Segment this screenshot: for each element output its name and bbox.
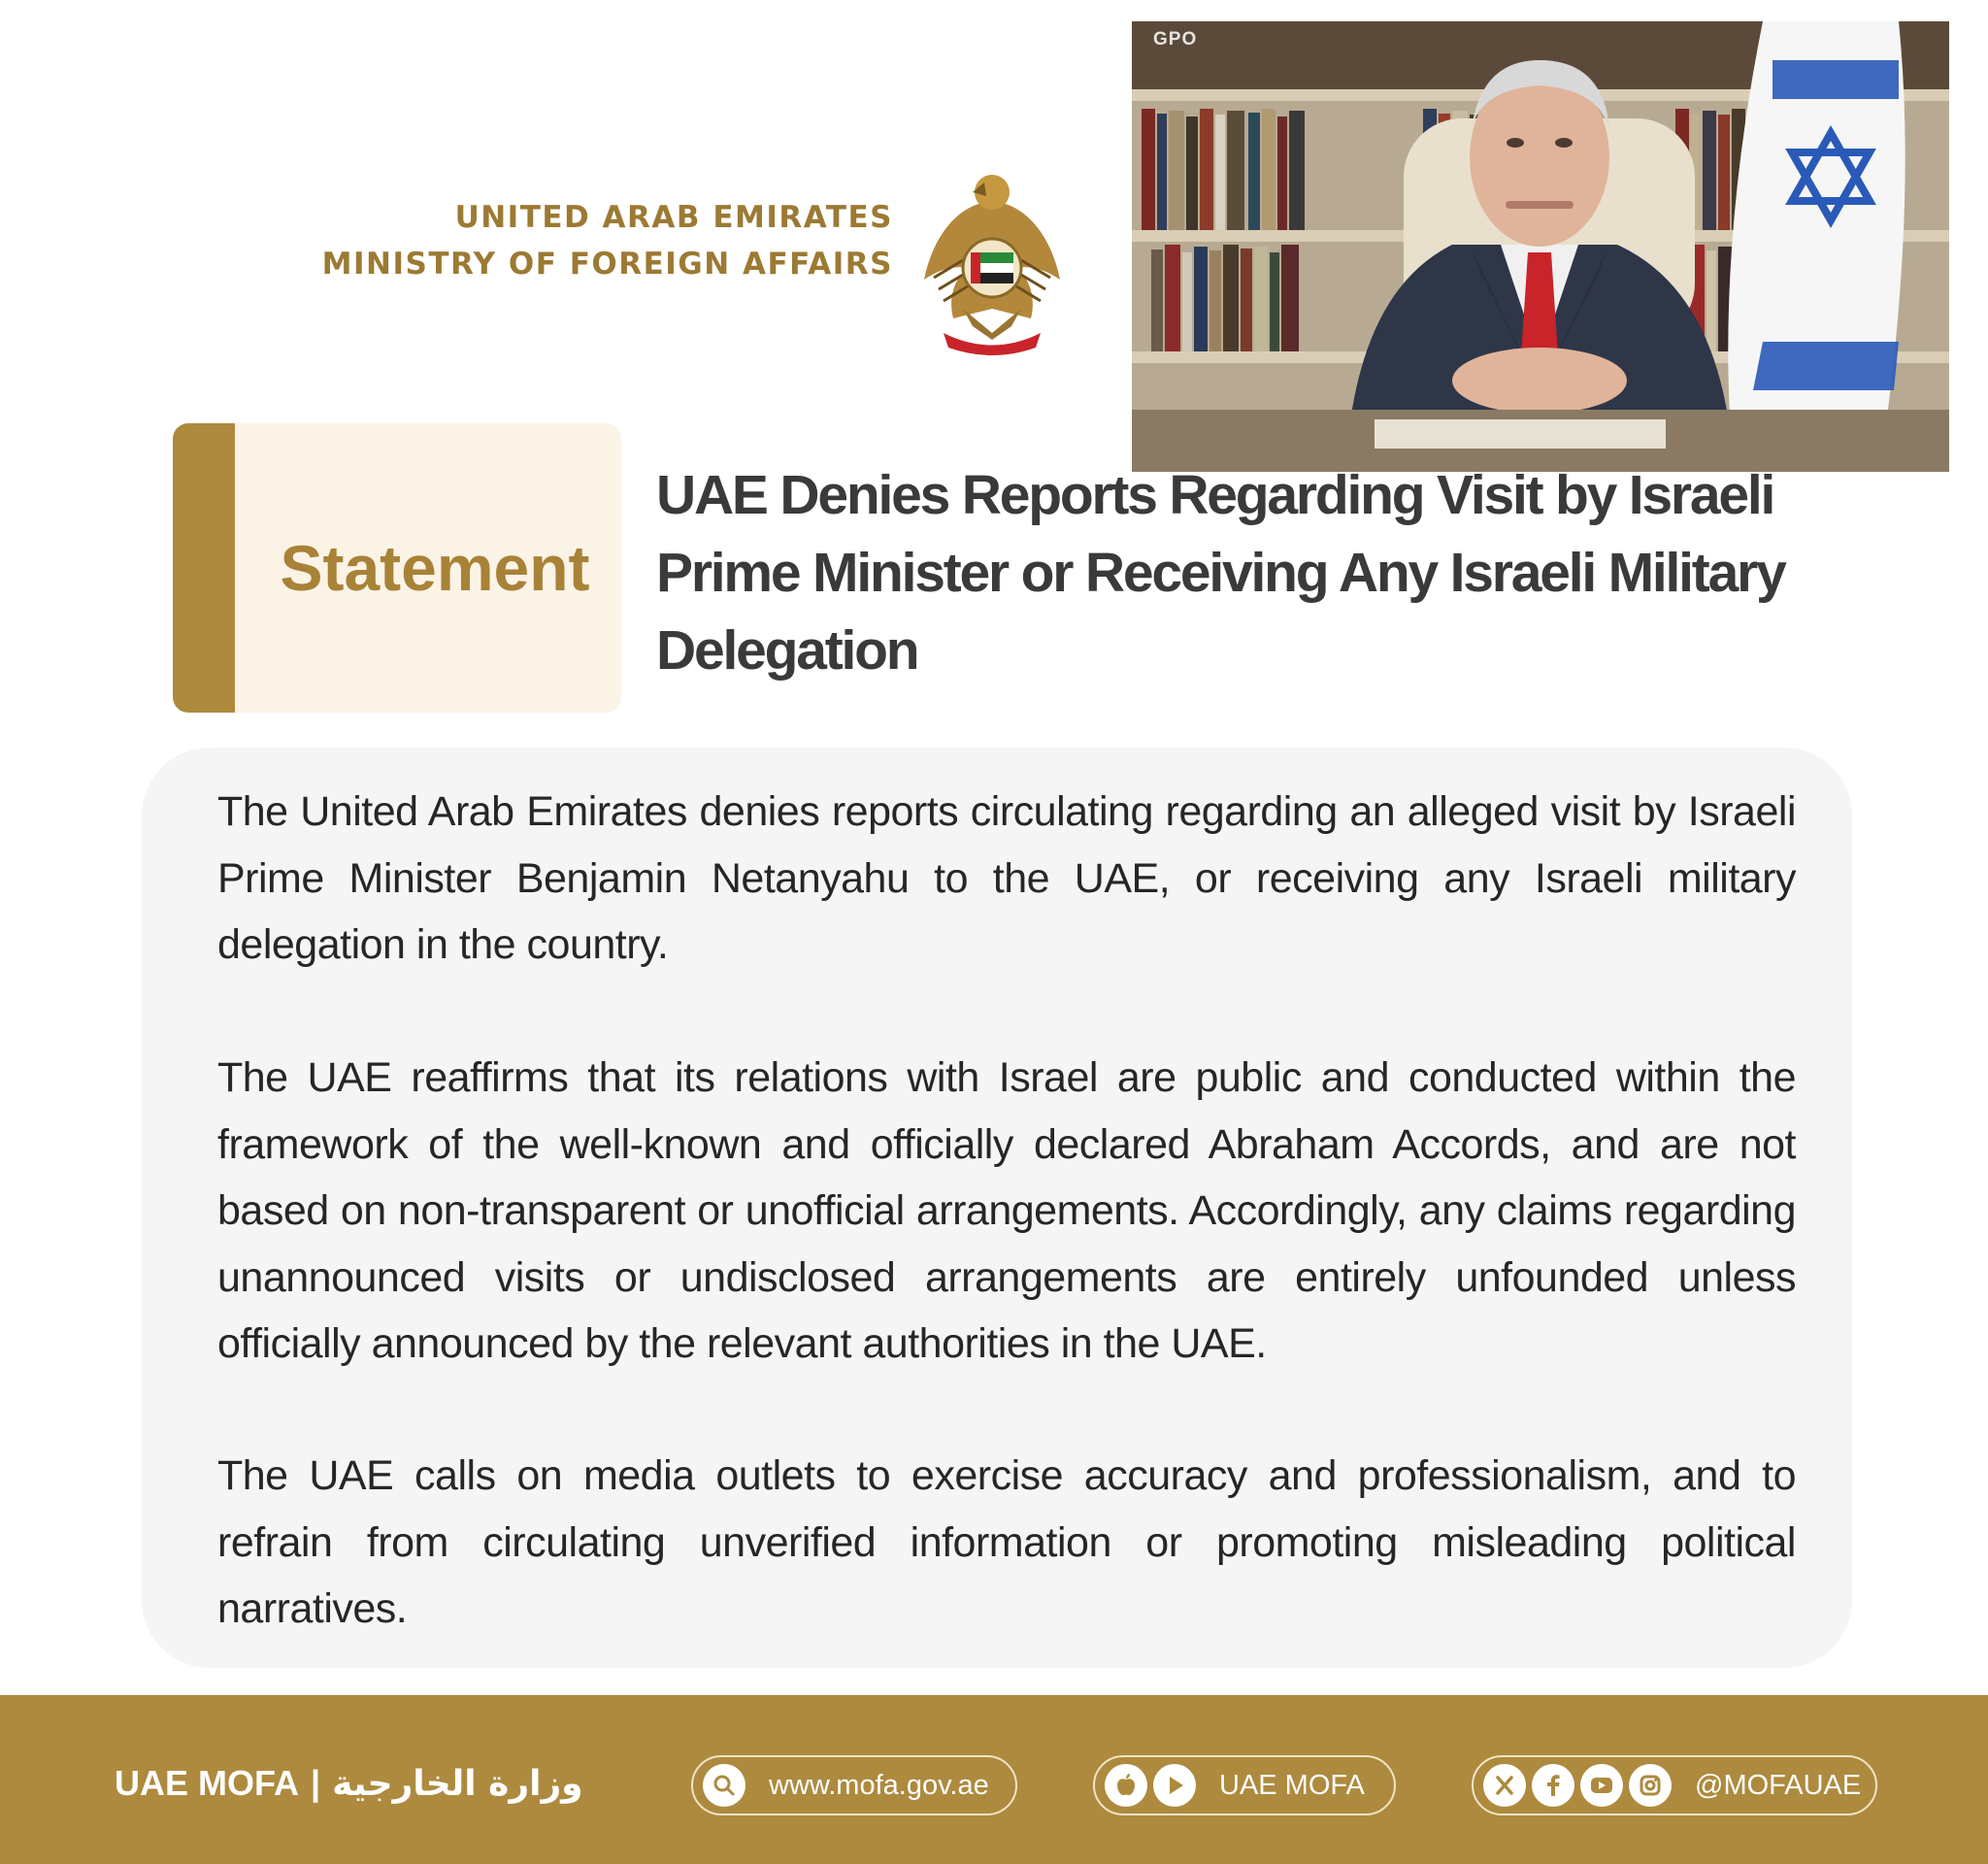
israel-flag-icon — [1728, 21, 1905, 472]
youtube-icon[interactable] — [1580, 1764, 1623, 1807]
footer-brand — [115, 1759, 583, 1808]
footer-brand-arabic: وزارة الخارجية — [332, 1763, 583, 1804]
statement-label: Statement — [280, 532, 590, 604]
social-links[interactable] — [1472, 1755, 1877, 1815]
country-name: UNITED ARAB EMIRATES — [454, 200, 893, 235]
app-store-link[interactable] — [1093, 1755, 1396, 1815]
footer-brand-english: UAE MOFA — [115, 1763, 300, 1803]
apple-icon — [1105, 1764, 1147, 1807]
photo-watermark: GPO — [1153, 29, 1198, 50]
statement-title: UAE Denies Reports Regarding Visit by Israeli Prime Minister or Receiving Any Israeli Military Delegation — [656, 464, 1785, 682]
instagram-icon[interactable] — [1629, 1764, 1672, 1807]
app-name: UAE MOFA — [1219, 1769, 1365, 1801]
search-icon — [703, 1764, 746, 1807]
ministry-name: MINISTRY OF FOREIGN AFFAIRS — [321, 247, 893, 282]
inset-photo — [1132, 21, 1949, 472]
statement-label-box — [173, 423, 621, 713]
footer-separator: | — [311, 1763, 321, 1803]
uae-emblem-icon — [914, 163, 1070, 357]
ministry-name-english — [291, 194, 893, 287]
website-url: www.mofa.gov.ae — [769, 1769, 989, 1801]
x-icon[interactable] — [1483, 1764, 1526, 1807]
label-accent-bar — [173, 423, 235, 713]
social-handle: @MOFAUAE — [1695, 1769, 1862, 1801]
website-link[interactable] — [691, 1755, 1017, 1815]
paragraph-3: The UAE calls on media outlets to exercise accuracy and professionalism, and to refrain from circulating unverified information or promoting misleading political narratives. — [217, 1452, 1796, 1632]
play-store-icon — [1153, 1764, 1196, 1807]
paragraph-1: The United Arab Emirates denies reports circulating regarding an alleged visit by Israeli Prime Minister Benjamin Netanyahu to the UAE, or receiving any Israeli military delegation in the country. — [217, 788, 1796, 968]
paragraph-2: The UAE reaffirms that its relations with Israel are public and conducted within the framework of the well-known and officially declared Abraham Accords, and are not based on non-transparent or unofficial arrangements. Accordingly, any claims regarding unannounced visits or undisclosed arrangements are entirely unfounded unless officially announced by the relevant authorities in the UAE. — [217, 1054, 1796, 1367]
facebook-icon[interactable] — [1532, 1764, 1574, 1807]
